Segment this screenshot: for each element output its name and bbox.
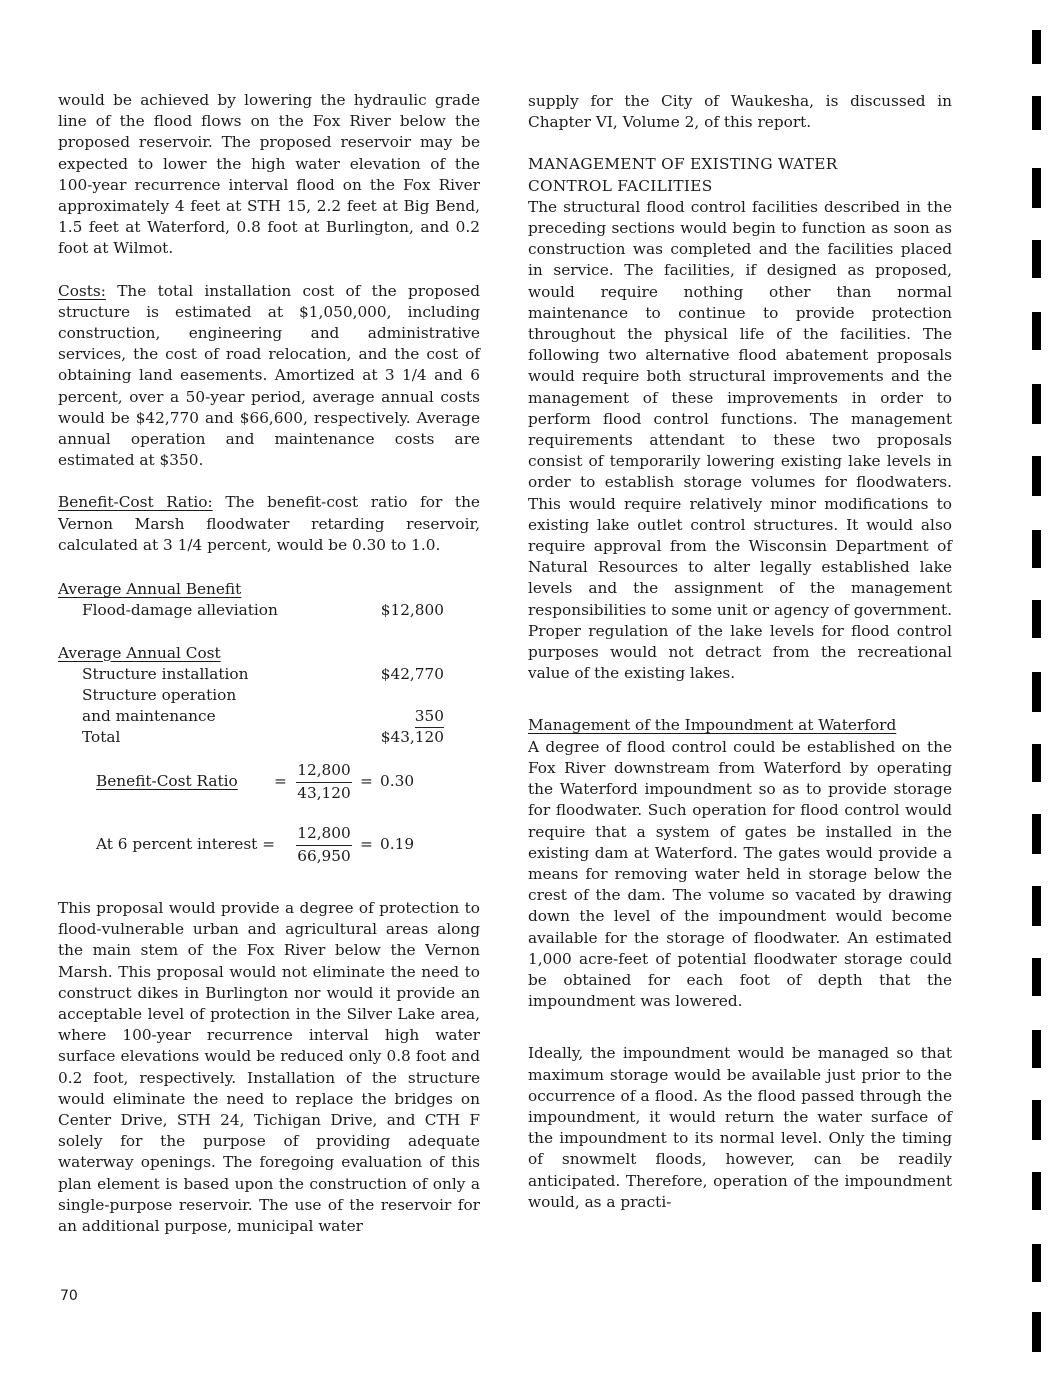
paragraph-reservoir-effect: would be achieved by lowering the hydraulic grade line of the flood flows on the Fox River below the proposed reservoir. The proposed reservoir may be expected to lower the high water elevation of the 100-year recurrence interval flood on the Fox River approximately 4 feet at STH 15, 2.2 feet at Big Bend, 1.5 feet at Waterford, 0.8 foot at Burlington, and 0.2 foot at Wilmot.	[58, 91, 480, 258]
paragraph-existing-facilities: The structural flood control facilities described in the preceding sections would begin to function as soon as construction was completed and the facilities placed in service. The facilities, if designed as proposed, would require nothing other than normal maintenance to continue to provide protection throughout the physical life of the facilities. The following two alternative flood abatement proposals would require both structural improvements and the management of these improvements in order to perform flood control functions. The management requirements attendant to these two proposals consist of temporarily lowering existing lake levels in order to establish storage volumes for floodwaters. This would require relatively minor modifications to existing lake outlet control structures. It would also require approval from the Wisconsin Department of Natural Resources to alter legally established lake levels and the assignment of the management responsibilities to some unit or agency of government. Proper regulation of the lake levels for flood control purposes would not detract from the recreational value of the existing lakes.	[528, 197, 952, 683]
cost-heading	[58, 643, 221, 664]
ratio-equals-1: =	[274, 772, 287, 790]
scan-mark	[1032, 600, 1041, 638]
paragraph-impoundment-management: Ideally, the impoundment would be managed so that maximum storage would be available just prior to the occurrence of a flood. As the flood passed through the impoundment, it would return the water surface of the impoundment to its normal level. Only the timing of snowmelt floods, however, can be readily anticipated. Therefore, operation of the impoundment would, as a practi-	[528, 1044, 952, 1211]
scan-mark	[1032, 530, 1041, 568]
subheading-waterford	[528, 715, 952, 736]
ratio-equals-2: =	[360, 772, 373, 790]
subheading-waterford-text: Management of the Impoundment at Waterford	[528, 716, 897, 735]
ratio-label-text: Benefit-Cost Ratio	[96, 772, 238, 790]
section-heading-line-1: MANAGEMENT OF EXISTING WATER	[528, 155, 838, 174]
paragraph-proposal-summary: This proposal would provide a degree of protection to flood-vulnerable urban and agricultural areas along the main stem of the Fox River below the Vernon Marsh. This proposal would not eliminate the need to construct dikes in Burlington nor would it provide an acceptable level of protection in the Silver Lake area, where 100-year recurrence interval high water surface elevations would be reduced only 0.8 foot and 0.2 foot, respectively. Installation of the structure would eliminate the need to replace the bridges on Center Drive, STH 24, Tichigan Drive, and CTH F solely for the purpose of providing adequate waterway openings. The foregoing evaluation of this plan element is based upon the construction of only a single-purpose reservoir. The use of the reservoir for an additional purpose, municipal water	[58, 899, 480, 1236]
total-value: $43,120	[380, 728, 444, 747]
benefit-value: $12,800	[380, 601, 444, 620]
cost-heading-text: Average Annual Cost	[58, 643, 221, 662]
six-percent-label: At 6 percent interest =	[96, 835, 276, 853]
install-value: $42,770	[380, 664, 444, 683]
scan-mark	[1032, 1030, 1041, 1068]
bcr-label: Benefit-Cost Ratio:	[58, 493, 213, 512]
scan-mark	[1032, 96, 1041, 130]
left-column-lower	[58, 898, 480, 1237]
scan-mark	[1032, 1100, 1041, 1140]
scan-mark	[1032, 814, 1041, 854]
scan-mark	[1032, 168, 1041, 208]
benefit-item: Flood-damage alleviation	[82, 601, 278, 620]
six-percent-fraction	[294, 823, 354, 867]
operation-label-2: and maintenance	[82, 707, 216, 726]
ratio-result: 0.30	[380, 772, 415, 790]
costs-text: The total installation cost of the proposed structure is estimated at $1,050,000, including construction, engineering and administrative services, the cost of road relocation, and the cost of obtaining land easements. Amortized at 3 1/4 and 6 percent, over a 50-year period, average annual costs would be $42,770 and $66,600, respectively. Average annual operation and maintenance costs are estimated at $350.	[58, 281, 480, 470]
ratio-denominator: 43,120	[297, 784, 351, 802]
ratio-label	[96, 771, 238, 792]
six-percent-numerator: 12,800	[297, 824, 351, 842]
bcr-text: The benefit-cost ratio for the Vernon Marsh floodwater retarding reservoir, calculated at 3 1/4 percent, would be 0.30 to 1.0.	[58, 493, 480, 554]
paragraph-costs	[58, 281, 480, 472]
scan-mark	[1032, 312, 1041, 350]
scan-mark	[1032, 886, 1041, 926]
scan-mark	[1032, 30, 1041, 64]
paragraph-waterford-storage: A degree of flood control could be established on the Fox River downstream from Waterford by operating the Waterford impoundment so as to provide storage for floodwater. Such operation for flood control would require that a system of gates be installed in the existing dam at Waterford. The gates would provide a means for removing water held in storage below the crest of the dam. The volume so vacated by drawing down the level of the impoundment would become available for the storage of floodwater. An estimated 1,000 acre-feet of potential floodwater storage could be obtained for each foot of depth that the impoundment was lowered.	[528, 737, 952, 1011]
costs-label: Costs:	[58, 281, 106, 300]
scan-mark	[1032, 456, 1041, 496]
left-column	[58, 90, 480, 556]
total-label: Total	[82, 728, 121, 747]
ratio-numerator: 12,800	[297, 761, 351, 779]
scan-mark	[1032, 1312, 1041, 1352]
ratio-fraction	[294, 760, 354, 804]
six-percent-result: 0.19	[380, 835, 415, 853]
scan-mark	[1032, 744, 1041, 782]
scan-mark	[1032, 1244, 1041, 1282]
operation-label-1: Structure operation	[82, 685, 237, 704]
scan-mark	[1032, 958, 1041, 996]
scan-mark	[1032, 384, 1041, 424]
benefit-heading-text: Average Annual Benefit	[58, 580, 242, 598]
install-label: Structure installation	[82, 664, 249, 683]
six-percent-denominator: 66,950	[297, 847, 351, 865]
scan-mark	[1032, 240, 1041, 278]
paragraph-benefit-cost	[58, 492, 480, 556]
scan-mark	[1032, 672, 1041, 712]
scan-mark	[1032, 1172, 1041, 1210]
paragraph-waukesha-supply: supply for the City of Waukesha, is discussed in Chapter VI, Volume 2, of this report.	[528, 92, 952, 132]
right-column	[528, 91, 952, 1213]
section-heading-line-2: CONTROL FACILITIES	[528, 176, 713, 195]
operation-value: 350	[415, 706, 444, 728]
benefit-cost-table	[58, 579, 458, 749]
six-percent-equals: =	[360, 835, 373, 853]
benefit-heading	[58, 579, 241, 600]
page-number: 70	[60, 1288, 78, 1304]
